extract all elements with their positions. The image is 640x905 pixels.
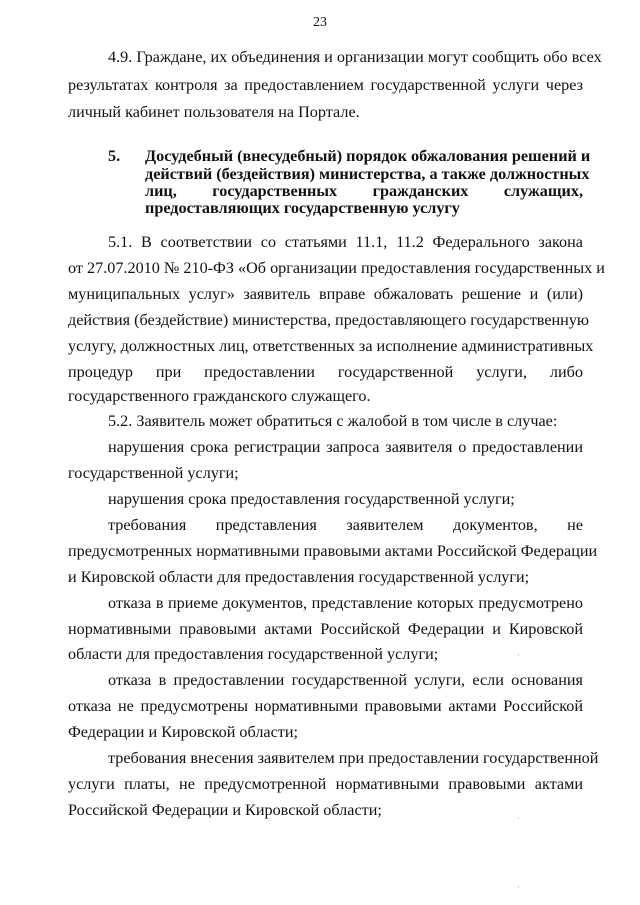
case-item-line: отказа в приеме документов, представление которых предусмотрено bbox=[108, 594, 583, 612]
section-title-line: предоставляющих государственную услугу bbox=[145, 199, 460, 217]
paragraph-5-1-line: 5.1. В соответствии со статьями 11.1, 11.2 Федерального закона bbox=[108, 233, 583, 251]
scan-speck: · bbox=[517, 650, 520, 660]
case-item-line: услуги платы, не предусмотренной нормативными правовыми актами bbox=[68, 775, 583, 793]
section-number: 5. bbox=[108, 147, 121, 165]
paragraph-5-1-line: от 27.07.2010 № 210-ФЗ «Об организации предоставления государственных и bbox=[68, 259, 605, 277]
scan-speck: · bbox=[517, 813, 520, 823]
paragraph-5-1-line: процедур при предоставлении государственной услуги, либо bbox=[68, 363, 583, 381]
page-number: 23 bbox=[313, 15, 327, 30]
paragraph-4-9-line: результатах контроля за предоставлением государственной услуги через bbox=[68, 76, 583, 94]
scan-speck: · bbox=[517, 882, 520, 892]
paragraph-4-9-line: 4.9. Граждане, их объединения и организации могут сообщить обо всех bbox=[108, 48, 602, 66]
case-item-line: требования представления заявителем документов, не bbox=[108, 516, 583, 534]
case-item-line: нарушения срока регистрации запроса заявителя о предоставлении bbox=[108, 438, 583, 456]
case-item-line: нормативными правовыми актами Российской Федерации и Кировской bbox=[68, 620, 583, 638]
case-item-line: и Кировской области для предоставления государственной услуги; bbox=[68, 568, 530, 586]
paragraph-5-2: 5.2. Заявитель может обратиться с жалобой в том числе в случае: bbox=[108, 412, 558, 430]
case-item-line: отказа не предусмотрены нормативными правовыми актами Российской bbox=[68, 697, 583, 715]
section-title-line: лиц, государственных гражданских служащих, bbox=[145, 182, 583, 200]
case-item-line: нарушения срока предоставления государственной услуги; bbox=[108, 490, 515, 508]
section-title-line: действий (бездействия) министерства, а также должностных bbox=[145, 165, 590, 183]
case-item-line: Федерации и Кировской области; bbox=[68, 723, 299, 741]
section-title-line: Досудебный (внесудебный) порядок обжалования решений и bbox=[145, 147, 591, 165]
case-item-line: Российской Федерации и Кировской области; bbox=[68, 801, 382, 819]
paragraph-5-1-line: муниципальных услуг» заявитель вправе обжаловать решение и (или) bbox=[68, 285, 583, 303]
case-item-line: области для предоставления государственной услуги; bbox=[68, 645, 439, 663]
paragraph-5-1-line: услугу, должностных лиц, ответственных за исполнение административных bbox=[68, 337, 594, 355]
paragraph-5-1-line: действия (бездействие) министерства, предоставляющего государственную bbox=[68, 311, 590, 329]
case-item-line: отказа в предоставлении государственной услуги, если основания bbox=[108, 671, 583, 689]
paragraph-5-1-line: государственного гражданского служащего. bbox=[68, 387, 371, 405]
case-item-line: государственной услуги; bbox=[68, 464, 239, 482]
paragraph-4-9-line: личный кабинет пользователя на Портале. bbox=[68, 103, 360, 121]
case-item-line: предусмотренных нормативными правовыми актами Российской Федерации bbox=[68, 542, 598, 560]
case-item-line: требования внесения заявителем при предоставлении государственной bbox=[108, 749, 599, 767]
